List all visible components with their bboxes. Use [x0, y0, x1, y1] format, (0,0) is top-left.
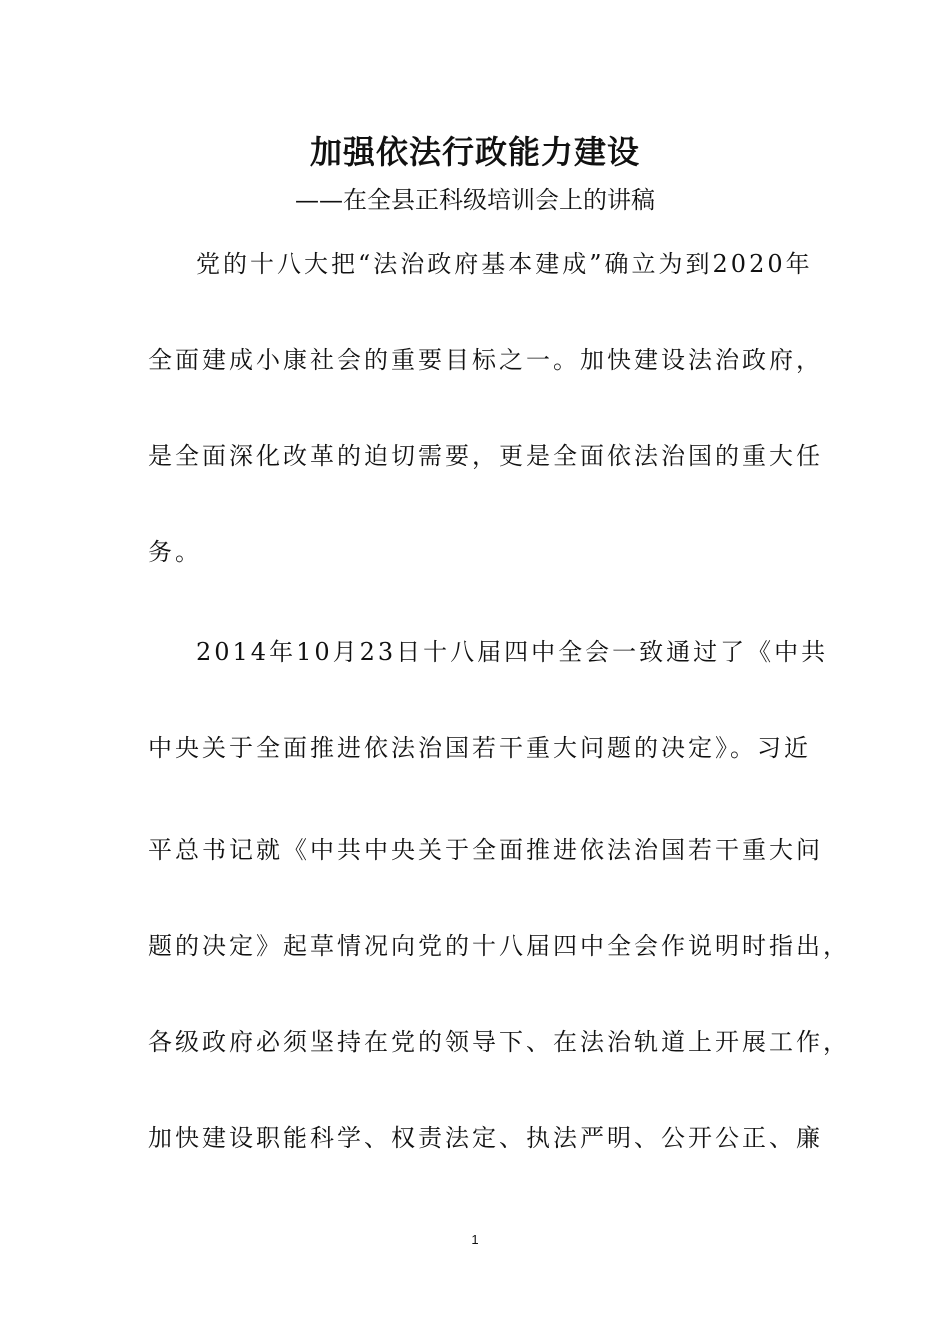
paragraph-1-line-3: 是全面深化改革的迫切需要，更是全面依法治国的重大任 [148, 442, 823, 470]
paragraph-1-line-2: 全面建成小康社会的重要目标之一。加快建设法治政府， [148, 346, 823, 374]
document-subtitle: ——在全县正科级培训会上的讲稿 [295, 186, 655, 214]
paragraph-2-line-5: 各级政府必须坚持在党的领导下、在法治轨道上开展工作， [148, 1028, 850, 1056]
paragraph-2-line-1: 2014年10月23日十八届四中全会一致通过了《中共 [196, 638, 829, 666]
paragraph-2-line-3: 平总书记就《中共中央关于全面推进依法治国若干重大问 [148, 836, 823, 864]
page-number: 1 [471, 1232, 479, 1247]
document-title: 加强依法行政能力建设 [309, 133, 640, 171]
paragraph-2-line-2: 中央关于全面推进依法治国若干重大问题的决定》。习近 [148, 734, 811, 762]
paragraph-2-line-4: 题的决定》起草情况向党的十八届四中全会作说明时指出， [148, 932, 850, 960]
paragraph-2-line-6: 加快建设职能科学、权责法定、执法严明、公开公正、廉 [148, 1124, 823, 1152]
paragraph-1-line-1: 党的十八大把“法治政府基本建成”确立为到2020年 [196, 250, 813, 278]
paragraph-1-line-4: 务。 [148, 538, 202, 566]
